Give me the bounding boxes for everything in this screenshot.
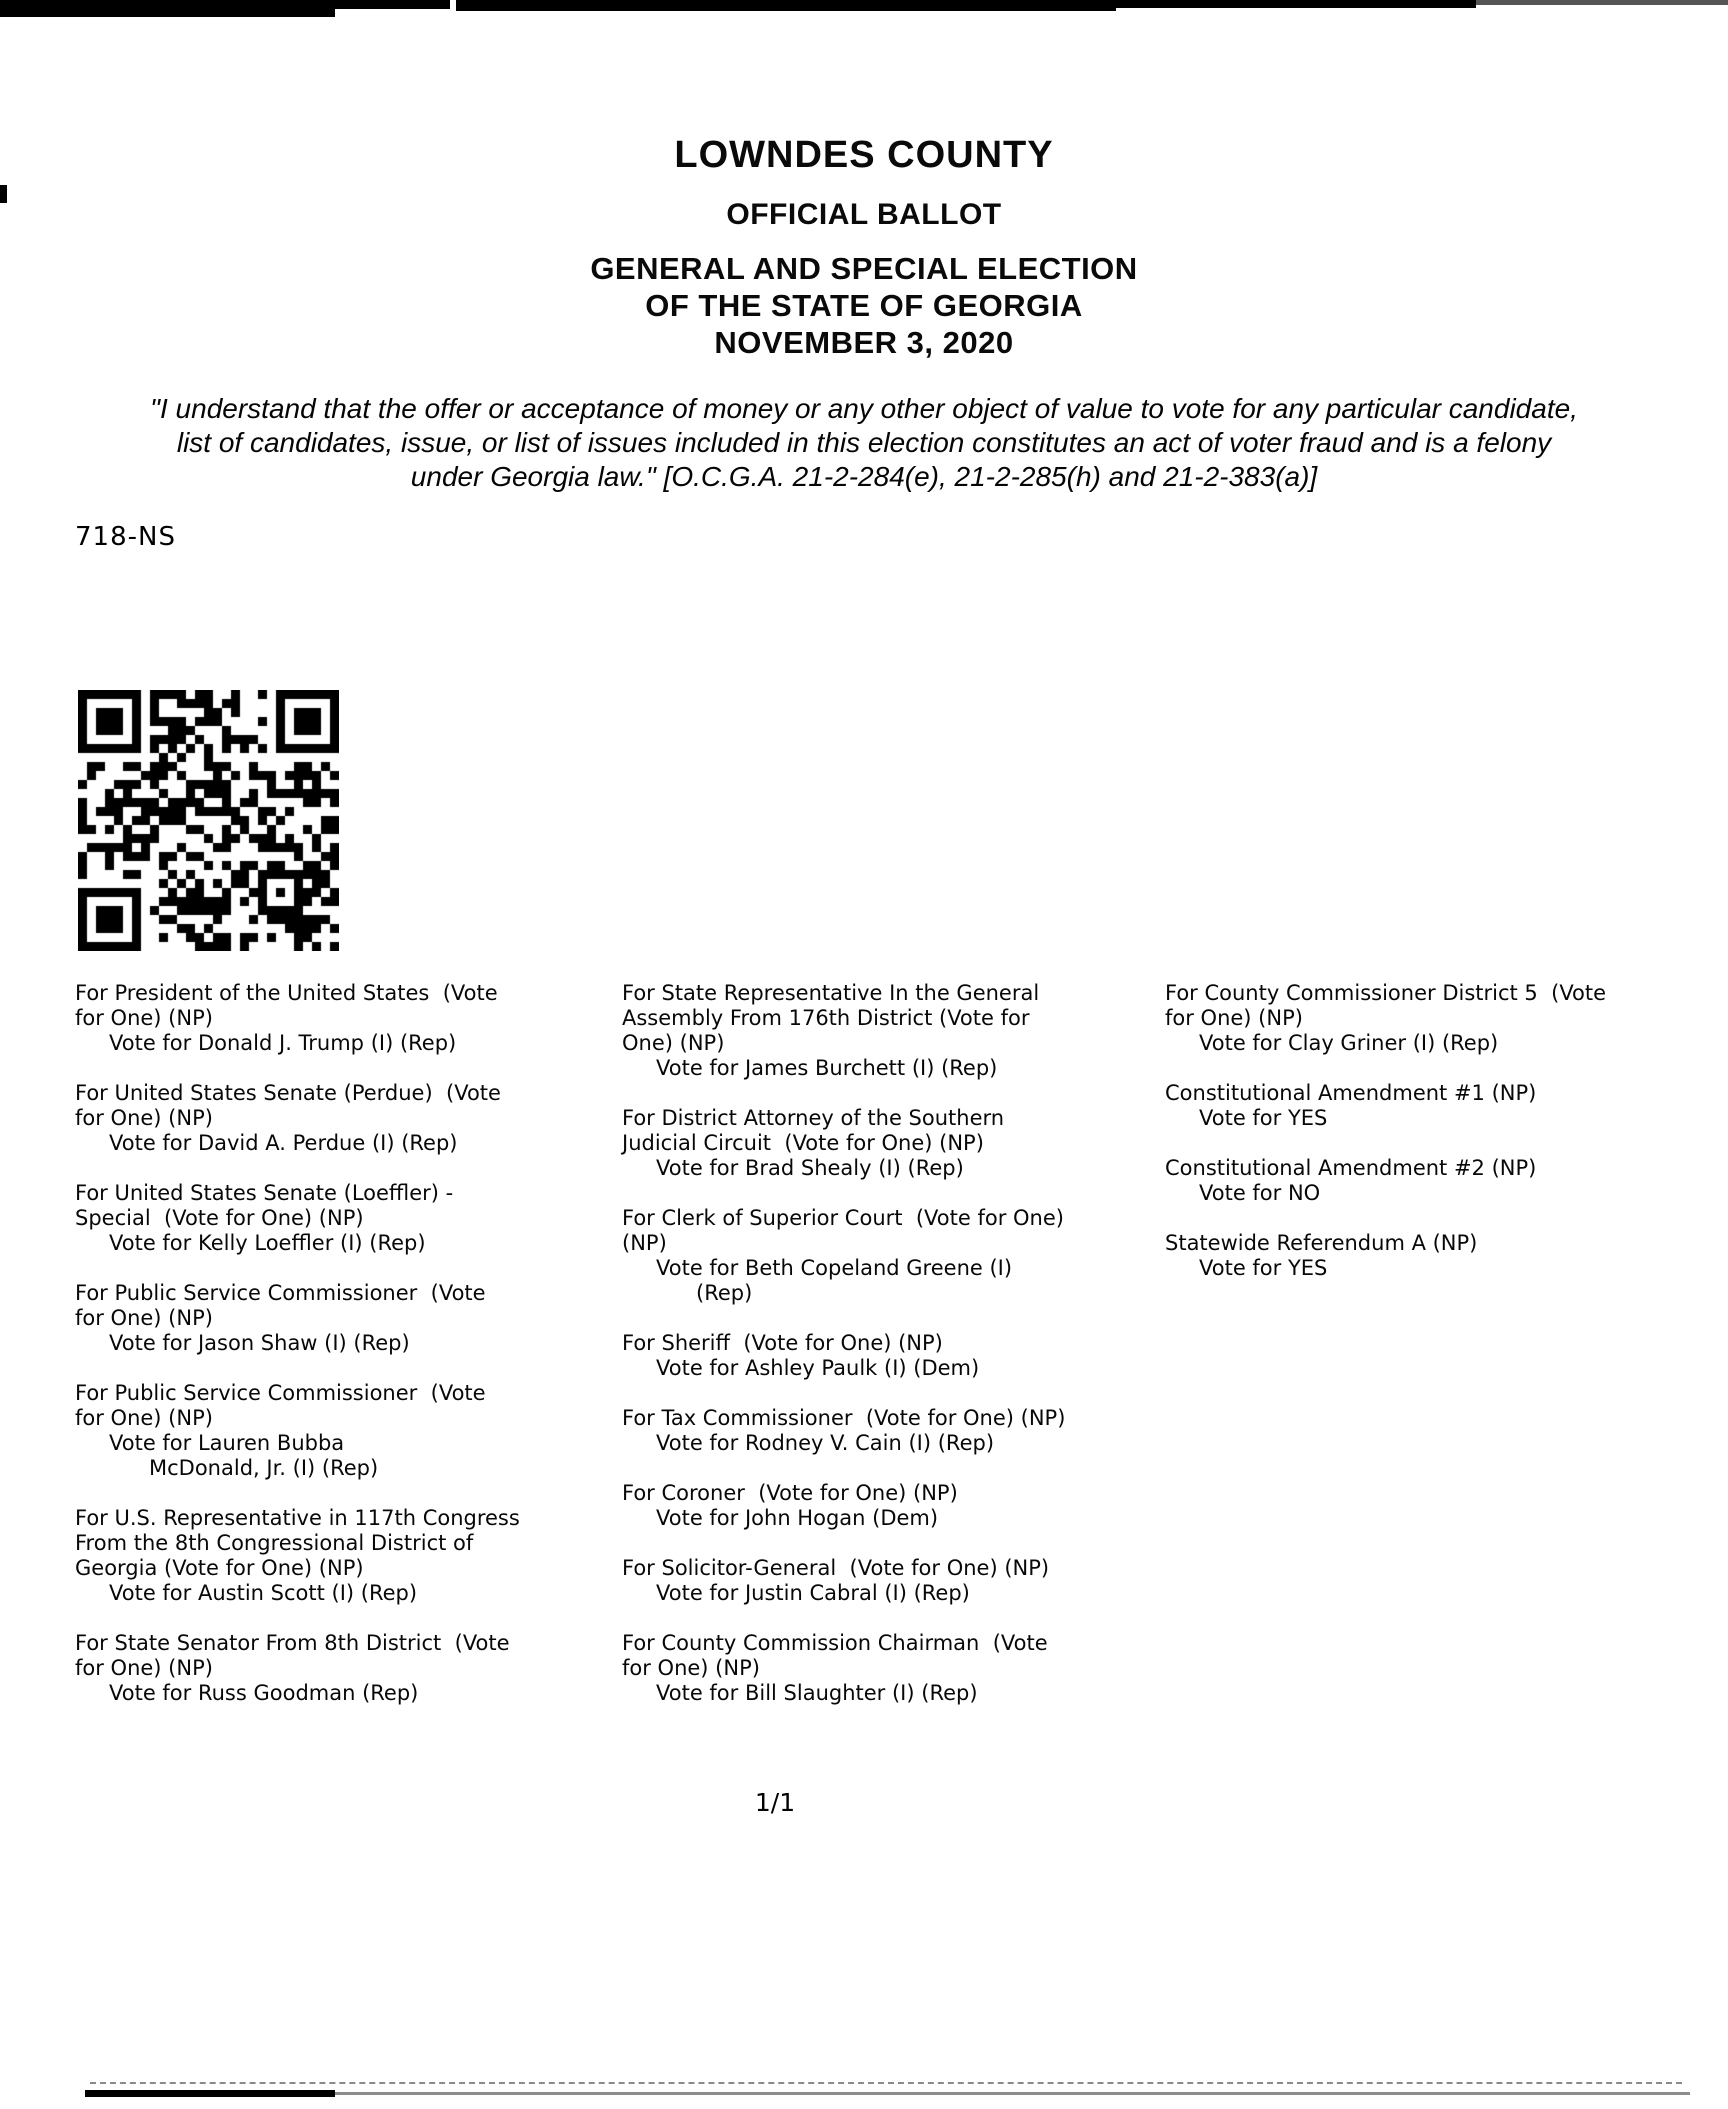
vote-for-line: Vote for Clay Griner (I) (Rep) (1199, 1031, 1499, 1055)
contest-title-line: For Tax Commissioner (Vote for One) (NP) (622, 1406, 1066, 1430)
vote-for-line: Vote for Jason Shaw (I) (Rep) (109, 1331, 410, 1355)
voter-fraud-disclaimer (0, 392, 1728, 494)
scan-artifact-top-bar (1476, 0, 1728, 5)
scan-artifact-top-bar (335, 0, 450, 9)
ballot-column-2 (622, 981, 1165, 1731)
vote-for-line: Vote for James Burchett (I) (Rep) (656, 1056, 998, 1080)
contest-title-line: Constitutional Amendment #2 (NP) (1165, 1156, 1537, 1180)
contest-title-line: Statewide Referendum A (NP) (1165, 1231, 1478, 1255)
contest-title-line: For Coroner (Vote for One) (NP) (622, 1481, 958, 1505)
vote-for-line: Vote for YES (1199, 1106, 1328, 1130)
contest-title-line: For United States Senate (Perdue) (Vote (75, 1081, 501, 1105)
disclaimer-line3: under Georgia law." [O.C.G.A. 21-2-284(e), 21-2-285(h) and 21-2-383(a)] (410, 461, 1318, 492)
contest-title-line: Judicial Circuit (Vote for One) (NP) (622, 1131, 984, 1155)
vote-for-line: (Rep) (696, 1281, 753, 1305)
vote-for-line: Vote for Russ Goodman (Rep) (109, 1681, 419, 1705)
contest-block (1165, 1231, 1728, 1281)
contest-title-line: For Solicitor-General (Vote for One) (NP) (622, 1556, 1050, 1580)
ballot-style-code: 718-NS (75, 522, 176, 552)
vote-for-line: Vote for John Hogan (Dem) (656, 1506, 939, 1530)
contest-title-line: For Sheriff (Vote for One) (NP) (622, 1331, 943, 1355)
scan-artifact-top-bar (456, 0, 1116, 11)
contest-title-line: Special (Vote for One) (NP) (75, 1206, 364, 1230)
vote-for-line: McDonald, Jr. (I) (Rep) (149, 1456, 379, 1480)
vote-for-line: Vote for NO (1199, 1181, 1321, 1205)
contest-title-line: For President of the United States (Vote (75, 981, 498, 1005)
election-title (0, 250, 1728, 361)
vote-for-line: Vote for Ashley Paulk (I) (Dem) (656, 1356, 980, 1380)
ballot-type-title: OFFICIAL BALLOT (726, 198, 1002, 231)
contest-block (75, 1081, 620, 1156)
contest-block (622, 1556, 1165, 1606)
contest-title-line: for One) (NP) (622, 1656, 760, 1680)
ballot-column-3 (1165, 981, 1728, 1306)
contest-title-line: For U.S. Representative in 117th Congress (75, 1506, 520, 1530)
contest-block (75, 1631, 620, 1706)
contest-title-line: Assembly From 176th District (Vote for (622, 1006, 1030, 1030)
contest-title-line: For County Commissioner District 5 (Vote (1165, 981, 1607, 1005)
contest-block (622, 1106, 1165, 1181)
contest-block (622, 1406, 1165, 1456)
vote-for-line: Vote for Beth Copeland Greene (I) (656, 1256, 1013, 1280)
vote-for-line: Vote for Lauren Bubba (109, 1431, 345, 1455)
vote-for-line: Vote for Kelly Loeffler (I) (Rep) (109, 1231, 426, 1255)
contest-title-line: For District Attorney of the Southern (622, 1106, 1005, 1130)
contest-block (1165, 1156, 1728, 1206)
contest-title-line: Constitutional Amendment #1 (NP) (1165, 1081, 1537, 1105)
election-title-line2: OF THE STATE OF GEORGIA (645, 288, 1083, 323)
contest-block (622, 1481, 1165, 1531)
contest-title-line: for One) (NP) (75, 1656, 213, 1680)
contest-block (622, 1331, 1165, 1381)
vote-for-line: Vote for David A. Perdue (I) (Rep) (109, 1131, 458, 1155)
contest-title-line: One) (NP) (622, 1031, 725, 1055)
election-title-line3: NOVEMBER 3, 2020 (714, 325, 1014, 360)
vote-for-line: Vote for Brad Shealy (I) (Rep) (656, 1156, 964, 1180)
vote-for-line: Vote for Bill Slaughter (I) (Rep) (656, 1681, 978, 1705)
scan-artifact-bottom-bar (335, 2092, 1690, 2095)
contest-block (75, 1381, 620, 1481)
contest-title-line: Georgia (Vote for One) (NP) (75, 1556, 364, 1580)
vote-for-line: Vote for Donald J. Trump (I) (Rep) (109, 1031, 457, 1055)
vote-for-line: Vote for Justin Cabral (I) (Rep) (656, 1581, 970, 1605)
qr-code (78, 690, 339, 951)
contest-title-line: for One) (NP) (75, 1406, 213, 1430)
disclaimer-line2: list of candidates, issue, or list of issues included in this election constitutes an act of voter fraud and is a felony (176, 427, 1552, 458)
page-number: 1/1 (754, 1788, 796, 1817)
contest-title-line: For State Senator From 8th District (Vote (75, 1631, 510, 1655)
qr-code-image (78, 690, 339, 951)
contest-title-line: for One) (NP) (75, 1006, 213, 1030)
contest-block (75, 1181, 620, 1256)
contest-block (75, 1506, 620, 1606)
vote-for-line: Vote for Rodney V. Cain (I) (Rep) (656, 1431, 995, 1455)
vote-for-line: Vote for Austin Scott (I) (Rep) (109, 1581, 418, 1605)
vote-for-line: Vote for YES (1199, 1256, 1328, 1280)
contest-block (75, 1281, 620, 1356)
contest-title-line: (NP) (622, 1231, 667, 1255)
contest-block (622, 1206, 1165, 1306)
contest-block (1165, 981, 1728, 1056)
disclaimer-line1: "I understand that the offer or acceptance of money or any other object of value to vote for any particular candidate, (150, 393, 1578, 424)
contest-block (75, 981, 620, 1056)
election-title-line1: GENERAL AND SPECIAL ELECTION (590, 251, 1138, 286)
ballot-column-1 (75, 981, 620, 1731)
contest-title-line: From the 8th Congressional District of (75, 1531, 474, 1555)
contest-title-line: for One) (NP) (1165, 1006, 1303, 1030)
scan-artifact-bottom-bar (85, 2090, 335, 2097)
contest-title-line: For United States Senate (Loeffler) - (75, 1181, 454, 1205)
contest-title-line: For Public Service Commissioner (Vote (75, 1381, 486, 1405)
contest-block (622, 1631, 1165, 1706)
contest-title-line: For Public Service Commissioner (Vote (75, 1281, 486, 1305)
scan-artifact-top-bar (0, 0, 335, 17)
contest-title-line: For State Representative In the General (622, 981, 1040, 1005)
contest-block (622, 981, 1165, 1081)
contest-title-line: For County Commission Chairman (Vote (622, 1631, 1048, 1655)
contest-block (1165, 1081, 1728, 1131)
contest-title-line: for One) (NP) (75, 1106, 213, 1130)
contest-title-line: for One) (NP) (75, 1306, 213, 1330)
county-title: LOWNDES COUNTY (674, 134, 1054, 176)
scan-artifact-top-bar (1116, 0, 1476, 8)
contest-title-line: For Clerk of Superior Court (Vote for One) (622, 1206, 1064, 1230)
scan-artifact-bottom-line (90, 2082, 1682, 2084)
